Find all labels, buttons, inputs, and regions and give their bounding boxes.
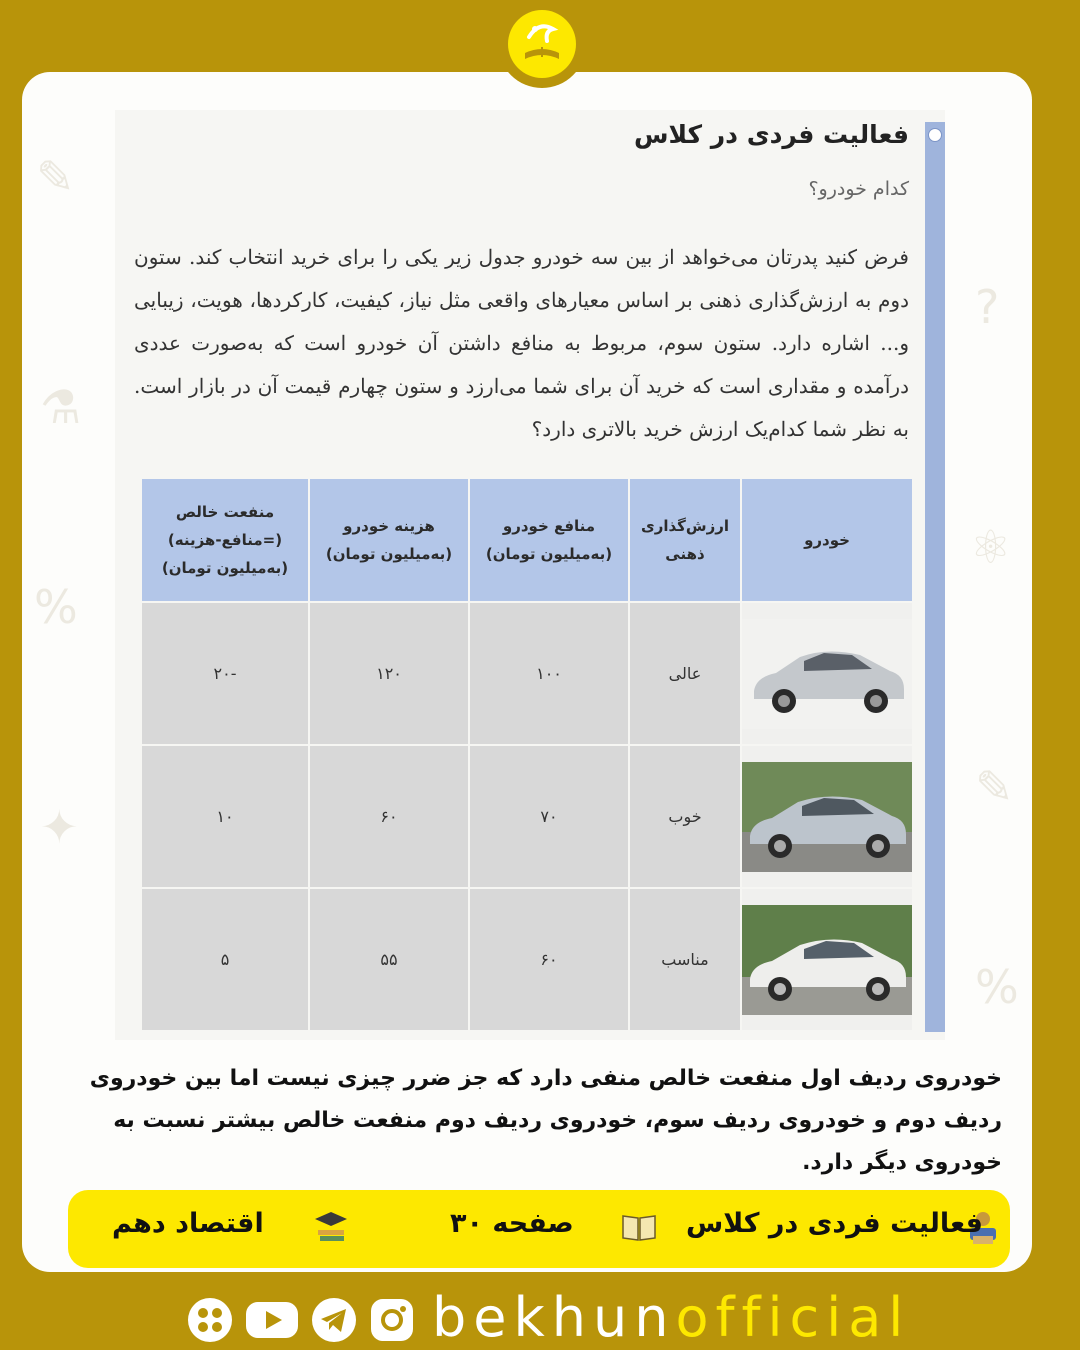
answer-text: خودروی ردیف اول منفعت خالص منفی دارد که جز ضرر چیزی نیست اما بین خودروی ردیف دوم و خودروی ردیف سوم، خودروی ردیف دوم منفعت خالص بیشتر نسبت به خودروی دیگر دارد. xyxy=(89,1066,1002,1175)
net-cell: -۲۰ xyxy=(141,602,309,745)
brand-logo xyxy=(498,0,586,88)
white-sedan-photo xyxy=(742,905,912,1015)
table-header-row xyxy=(141,478,913,602)
doodle-icon: ? xyxy=(975,280,1000,334)
question-title: کدام خودرو؟ xyxy=(808,178,909,200)
table-row xyxy=(141,888,913,1031)
header-benefit: منافع خودرو (به‌میلیون تومان) xyxy=(469,478,629,602)
car-photo-cell xyxy=(741,745,913,888)
rating-cell: عالی xyxy=(629,602,741,745)
question-paragraph: فرض کنید پدرتان می‌خواهد از بین سه خودرو جدول زیر یکی را برای خرید انتخاب کند. ستون دوم به ارزش‌گذاری ذهنی بر اساس معیارهای واقعی مثل نیاز، کیفیت، کارکردها، هویت، زیبایی و... اشاره دارد. ستون سوم، مربوط به منافع داشتن آن خودرو است که به‌صورت عددی درآمده و مقداری است که خرید آن برای شما می‌ارزد و ستون چهارم قیمت آن در بازار است. به نظر شما کدام‌یک ارزش خرید بالاتری دارد؟ xyxy=(134,245,910,441)
section-sidebar xyxy=(925,122,945,1032)
telegram-icon[interactable] xyxy=(310,1296,358,1344)
doodle-icon: ⚗ xyxy=(40,380,82,434)
silver-sedan-photo xyxy=(742,619,912,729)
cost-cell: ۵۵ xyxy=(309,888,469,1031)
rating-cell: خوب xyxy=(629,745,741,888)
header-cost: هزینه خودرو (به‌میلیون تومان) xyxy=(309,478,469,602)
doodle-icon: ✎ xyxy=(36,150,75,204)
cost-cell: ۱۲۰ xyxy=(309,602,469,745)
book-icon xyxy=(620,1208,658,1246)
silver-sedan-photo xyxy=(742,762,912,872)
car-comparison-table xyxy=(140,477,914,1032)
doodle-icon: ✎ xyxy=(975,760,1014,814)
header-car: خودرو xyxy=(741,478,913,602)
benefit-cell: ۷۰ xyxy=(469,745,629,888)
header-net: منفعت خالص (=منافع-هزینه) (به‌میلیون تومان) xyxy=(141,478,309,602)
doodle-icon: % xyxy=(34,580,78,634)
benefit-cell: ۱۰۰ xyxy=(469,602,629,745)
table-row xyxy=(141,745,913,888)
rating-cell: مناسب xyxy=(629,888,741,1031)
car-photo-cell xyxy=(741,602,913,745)
header-rating: ارزش‌گذاری ذهنی xyxy=(629,478,741,602)
instagram-icon[interactable] xyxy=(368,1296,416,1344)
footer-subject: اقتصاد دهم xyxy=(112,1208,264,1239)
brand-logo-icon xyxy=(505,7,579,81)
net-cell: ۵ xyxy=(141,888,309,1031)
bullet-icon xyxy=(928,128,942,142)
aparat-icon[interactable] xyxy=(186,1296,234,1344)
footer-activity: فعالیت فردی در کلاس xyxy=(686,1208,983,1239)
footer-bar xyxy=(68,1190,1010,1268)
benefit-cell: ۶۰ xyxy=(469,888,629,1031)
table-row xyxy=(141,602,913,745)
net-cell: ۱۰ xyxy=(141,745,309,888)
brand-handle-part2: official xyxy=(675,1286,911,1349)
textbook-page xyxy=(115,110,945,1040)
doodle-icon: % xyxy=(975,960,1019,1014)
footer-page: صفحه ۳۰ xyxy=(450,1208,574,1239)
cost-cell: ۶۰ xyxy=(309,745,469,888)
brand-handle[interactable] xyxy=(432,1286,910,1349)
section-title: فعالیت فردی در کلاس xyxy=(634,120,909,149)
car-photo-cell xyxy=(741,888,913,1031)
graduation-books-icon xyxy=(312,1208,350,1246)
doodle-icon: ⚛ xyxy=(970,520,1012,574)
youtube-icon[interactable] xyxy=(244,1296,300,1344)
brand-handle-part1: bekhun xyxy=(432,1286,676,1349)
doodle-icon: ✦ xyxy=(40,800,79,854)
